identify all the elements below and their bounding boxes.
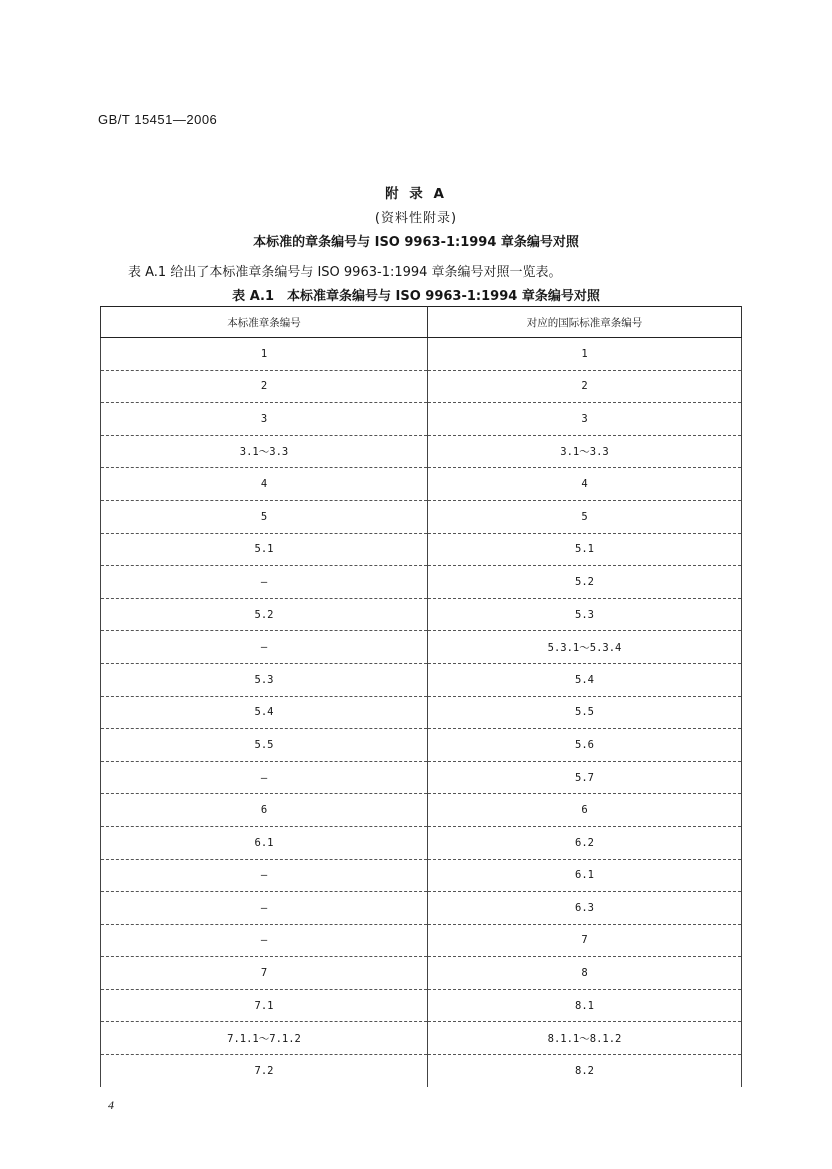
international-clause-cell: 8.1.1～8.1.2 [428,1022,742,1055]
this-standard-clause-cell: 1 [101,338,428,371]
this-standard-clause-cell: 5.3 [101,663,428,696]
table-row [101,924,742,957]
table-row [101,631,742,664]
header-this-standard-clause: 本标准章条编号 [101,307,428,338]
this-standard-clause-cell: 6 [101,794,428,827]
this-standard-clause-cell: 7.1.1～7.1.2 [101,1022,428,1055]
page-number: 4 [108,1098,114,1112]
international-clause-cell: 5.5 [428,696,742,729]
table-row [101,533,742,566]
this-standard-clause-cell: — [101,859,428,892]
table-row [101,794,742,827]
table-row [101,989,742,1022]
international-clause-cell: 8.2 [428,1055,742,1087]
this-standard-clause-cell: 3 [101,403,428,436]
this-standard-clause-cell: 7.2 [101,1055,428,1087]
this-standard-clause-cell: — [101,631,428,664]
table-row [101,663,742,696]
this-standard-clause-cell: — [101,892,428,925]
international-clause-cell: 6.3 [428,892,742,925]
international-clause-cell: 5.3 [428,598,742,631]
this-standard-clause-cell: 5 [101,500,428,533]
table-row [101,761,742,794]
table-row [101,1055,742,1087]
table-row [101,566,742,599]
table-header-row [101,307,742,338]
table-body [101,338,742,1087]
international-clause-cell: 8.1 [428,989,742,1022]
international-clause-cell: 4 [428,468,742,501]
this-standard-clause-cell: 7.1 [101,989,428,1022]
appendix-heading: 本标准的章条编号与 ISO 9963-1:1994 章条编号对照 [253,235,579,250]
appendix-title: 附 录 A [385,186,447,202]
this-standard-clause-cell: 5.1 [101,533,428,566]
international-clause-cell: 5.6 [428,729,742,762]
international-clause-cell: 8 [428,957,742,990]
international-clause-cell: 5.7 [428,761,742,794]
international-clause-cell: 6.1 [428,859,742,892]
clause-comparison-table [100,306,742,1087]
international-clause-cell: 5.3.1～5.3.4 [428,631,742,664]
table-row [101,598,742,631]
international-clause-cell: 2 [428,370,742,403]
this-standard-clause-cell: — [101,761,428,794]
international-clause-cell: 7 [428,924,742,957]
this-standard-clause-cell: — [101,566,428,599]
table-row [101,403,742,436]
table-row [101,859,742,892]
table-row [101,500,742,533]
table-row [101,370,742,403]
table-row [101,957,742,990]
table-caption: 表 A.1 本标准章条编号与 ISO 9963-1:1994 章条编号对照 [232,289,600,304]
this-standard-clause-cell: 5.2 [101,598,428,631]
international-clause-cell: 5.2 [428,566,742,599]
table-row [101,435,742,468]
this-standard-clause-cell: 7 [101,957,428,990]
this-standard-clause-cell: 5.4 [101,696,428,729]
table-row [101,468,742,501]
table-row [101,892,742,925]
international-clause-cell: 5.1 [428,533,742,566]
international-clause-cell: 3 [428,403,742,436]
this-standard-clause-cell: 2 [101,370,428,403]
this-standard-clause-cell: — [101,924,428,957]
header-international-clause: 对应的国际标准章条编号 [428,307,742,338]
comparison-table-container [100,306,741,1087]
international-clause-cell: 5.4 [428,663,742,696]
appendix-note: (资料性附录) [374,211,458,226]
this-standard-clause-cell: 5.5 [101,729,428,762]
table-row [101,1022,742,1055]
international-clause-cell: 6.2 [428,826,742,859]
international-clause-cell: 3.1～3.3 [428,435,742,468]
this-standard-clause-cell: 6.1 [101,826,428,859]
standard-code: GB/T 15451—2006 [98,112,218,127]
international-clause-cell: 1 [428,338,742,371]
table-row [101,696,742,729]
table-row [101,826,742,859]
international-clause-cell: 5 [428,500,742,533]
international-clause-cell: 6 [428,794,742,827]
table-row [101,729,742,762]
table-row [101,338,742,371]
this-standard-clause-cell: 3.1～3.3 [101,435,428,468]
intro-paragraph: 表 A.1 给出了本标准章条编号与 ISO 9963-1:1994 章条编号对照一览表。 [128,265,562,280]
this-standard-clause-cell: 4 [101,468,428,501]
